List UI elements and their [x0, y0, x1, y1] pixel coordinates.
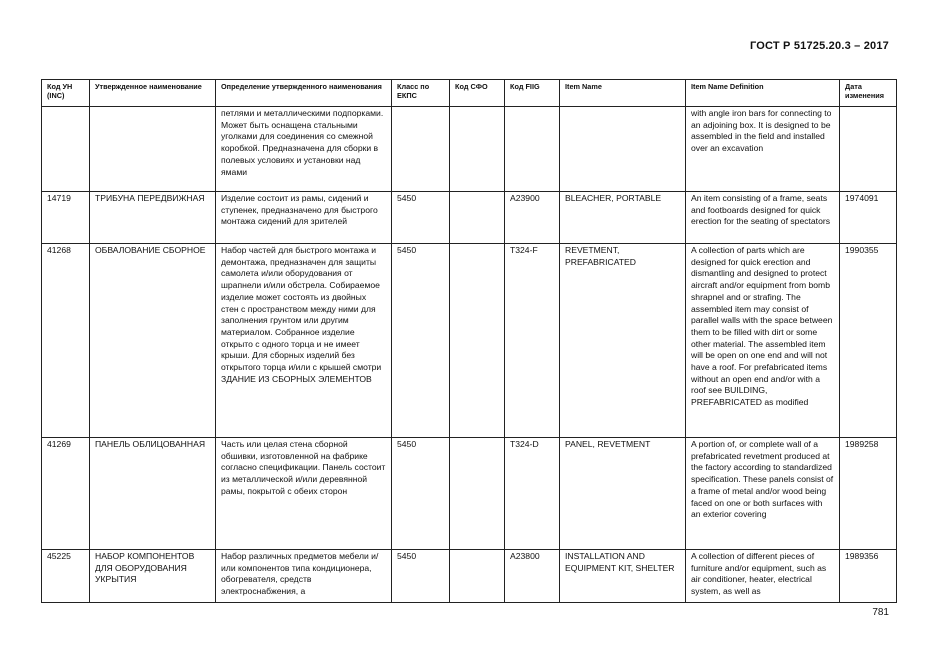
cell-sfo-code [450, 438, 505, 550]
cell-change-date [840, 107, 897, 192]
table-row [42, 438, 897, 550]
cell-inc [42, 107, 90, 192]
cell-item-definition: A collection of different pieces of furniture and/or equipment, such as air conditioner, heater, electrical system, as well as [686, 550, 840, 603]
cell-item-name [560, 107, 686, 192]
column-header-fiig-code: Код FIIG [505, 80, 560, 107]
column-header-inc: Код УН (INC) [42, 80, 90, 107]
cell-definition-ru: петлями и металлическими подпорками. Может быть оснащена стальными уголками для соединения со смежной коробкой. Предназначена для сборки в полевых условиях и установки над ямами [216, 107, 392, 192]
cell-item-name: BLEACHER, PORTABLE [560, 192, 686, 244]
cell-sfo-code [450, 107, 505, 192]
cell-inc: 45225 [42, 550, 90, 603]
cell-approved-name: НАБОР КОМПОНЕНТОВ ДЛЯ ОБОРУДОВАНИЯ УКРЫТИЯ [90, 550, 216, 603]
cell-ekps-class: 5450 [392, 192, 450, 244]
cell-definition-ru: Изделие состоит из рамы, сидений и ступенек, предназначено для быстрого монтажа сидений для зрителей [216, 192, 392, 244]
cell-fiig-code: T324-D [505, 438, 560, 550]
cell-item-definition: A collection of parts which are designed for quick erection and dismantling and designed to protect aircraft and/or equipment from bomb shrapnel and or strafing. The assembled item may consist of parallel walls with the space between them to be filled with dirt or some other material. The assembled item will be open on one end and will not have a roof. For prefabricated items without an open end and/or with a roof see BUILDING, PREFABRICATED as modified [686, 244, 840, 438]
column-header-definition-ru: Определение утвержденного наименования [216, 80, 392, 107]
cell-definition-ru: Часть или целая стена сборной обшивки, изготовленной на фабрике согласно спецификации. Панель состоит из металлической и/или деревянной рамы, покрытой с обеих сторон [216, 438, 392, 550]
cell-approved-name: ОБВАЛОВАНИЕ СБОРНОЕ [90, 244, 216, 438]
cell-approved-name: ТРИБУНА ПЕРЕДВИЖНАЯ [90, 192, 216, 244]
cell-ekps-class [392, 107, 450, 192]
document-header: ГОСТ Р 51725.20.3 – 2017 [749, 40, 889, 52]
table-header-row [42, 80, 897, 107]
cell-item-name: PANEL, REVETMENT [560, 438, 686, 550]
cell-approved-name: ПАНЕЛЬ ОБЛИЦОВАННАЯ [90, 438, 216, 550]
cell-sfo-code [450, 550, 505, 603]
cell-approved-name [90, 107, 216, 192]
page-number: 781 [872, 607, 889, 618]
cell-definition-ru: Набор различных предметов мебели и/или компонентов типа кондиционера, обогревателя, средств электроснабжения, а [216, 550, 392, 603]
item-names-table [41, 79, 897, 603]
cell-item-definition: An item consisting of a frame, seats and footboards designed for quick erection for the seating of spectators [686, 192, 840, 244]
cell-item-definition: with angle iron bars for connecting to an adjoining box. It is designed to be assembled in the field and installed over an excavation [686, 107, 840, 192]
column-header-item-name: Item Name [560, 80, 686, 107]
column-header-sfo-code: Код СФО [450, 80, 505, 107]
cell-ekps-class: 5450 [392, 550, 450, 603]
cell-inc: 14719 [42, 192, 90, 244]
cell-fiig-code: T324-F [505, 244, 560, 438]
column-header-ekps-class: Класс по ЕКПС [392, 80, 450, 107]
cell-inc: 41268 [42, 244, 90, 438]
cell-change-date: 1974091 [840, 192, 897, 244]
table-row [42, 244, 897, 438]
column-header-change-date: Дата изменения [840, 80, 897, 107]
table-row [42, 192, 897, 244]
cell-change-date: 1989258 [840, 438, 897, 550]
cell-item-name: INSTALLATION AND EQUIPMENT KIT, SHELTER [560, 550, 686, 603]
table-row [42, 550, 897, 603]
cell-inc: 41269 [42, 438, 90, 550]
cell-change-date: 1990355 [840, 244, 897, 438]
cell-ekps-class: 5450 [392, 244, 450, 438]
column-header-approved-name: Утвержденное наименование [90, 80, 216, 107]
cell-fiig-code [505, 107, 560, 192]
cell-fiig-code: A23800 [505, 550, 560, 603]
cell-definition-ru: Набор частей для быстрого монтажа и демонтажа, предназначен для защиты самолета и/или оборудования от шрапнели и/или обстрела. Собираемое изделие может состоять из двойных стен с пространством между ними для заполнения грунтом или другим материалом. Собранное изделие открыто с одного торца и не имеет крыши. Для сборных изделий без открытого торца и/или с крышей смотри ЗДАНИЕ ИЗ СБОРНЫХ ЭЛЕМЕНТОВ [216, 244, 392, 438]
cell-change-date: 1989356 [840, 550, 897, 603]
cell-sfo-code [450, 192, 505, 244]
cell-ekps-class: 5450 [392, 438, 450, 550]
cell-sfo-code [450, 244, 505, 438]
column-header-item-definition: Item Name Definition [686, 80, 840, 107]
cell-item-definition: A portion of, or complete wall of a prefabricated revetment produced at the factory according to standardized specification. These panels consist of a frame of metal and/or wood being faced on one or both surfaces with an exterior covering [686, 438, 840, 550]
table-row [42, 107, 897, 192]
cell-fiig-code: A23900 [505, 192, 560, 244]
cell-item-name: REVETMENT, PREFABRICATED [560, 244, 686, 438]
